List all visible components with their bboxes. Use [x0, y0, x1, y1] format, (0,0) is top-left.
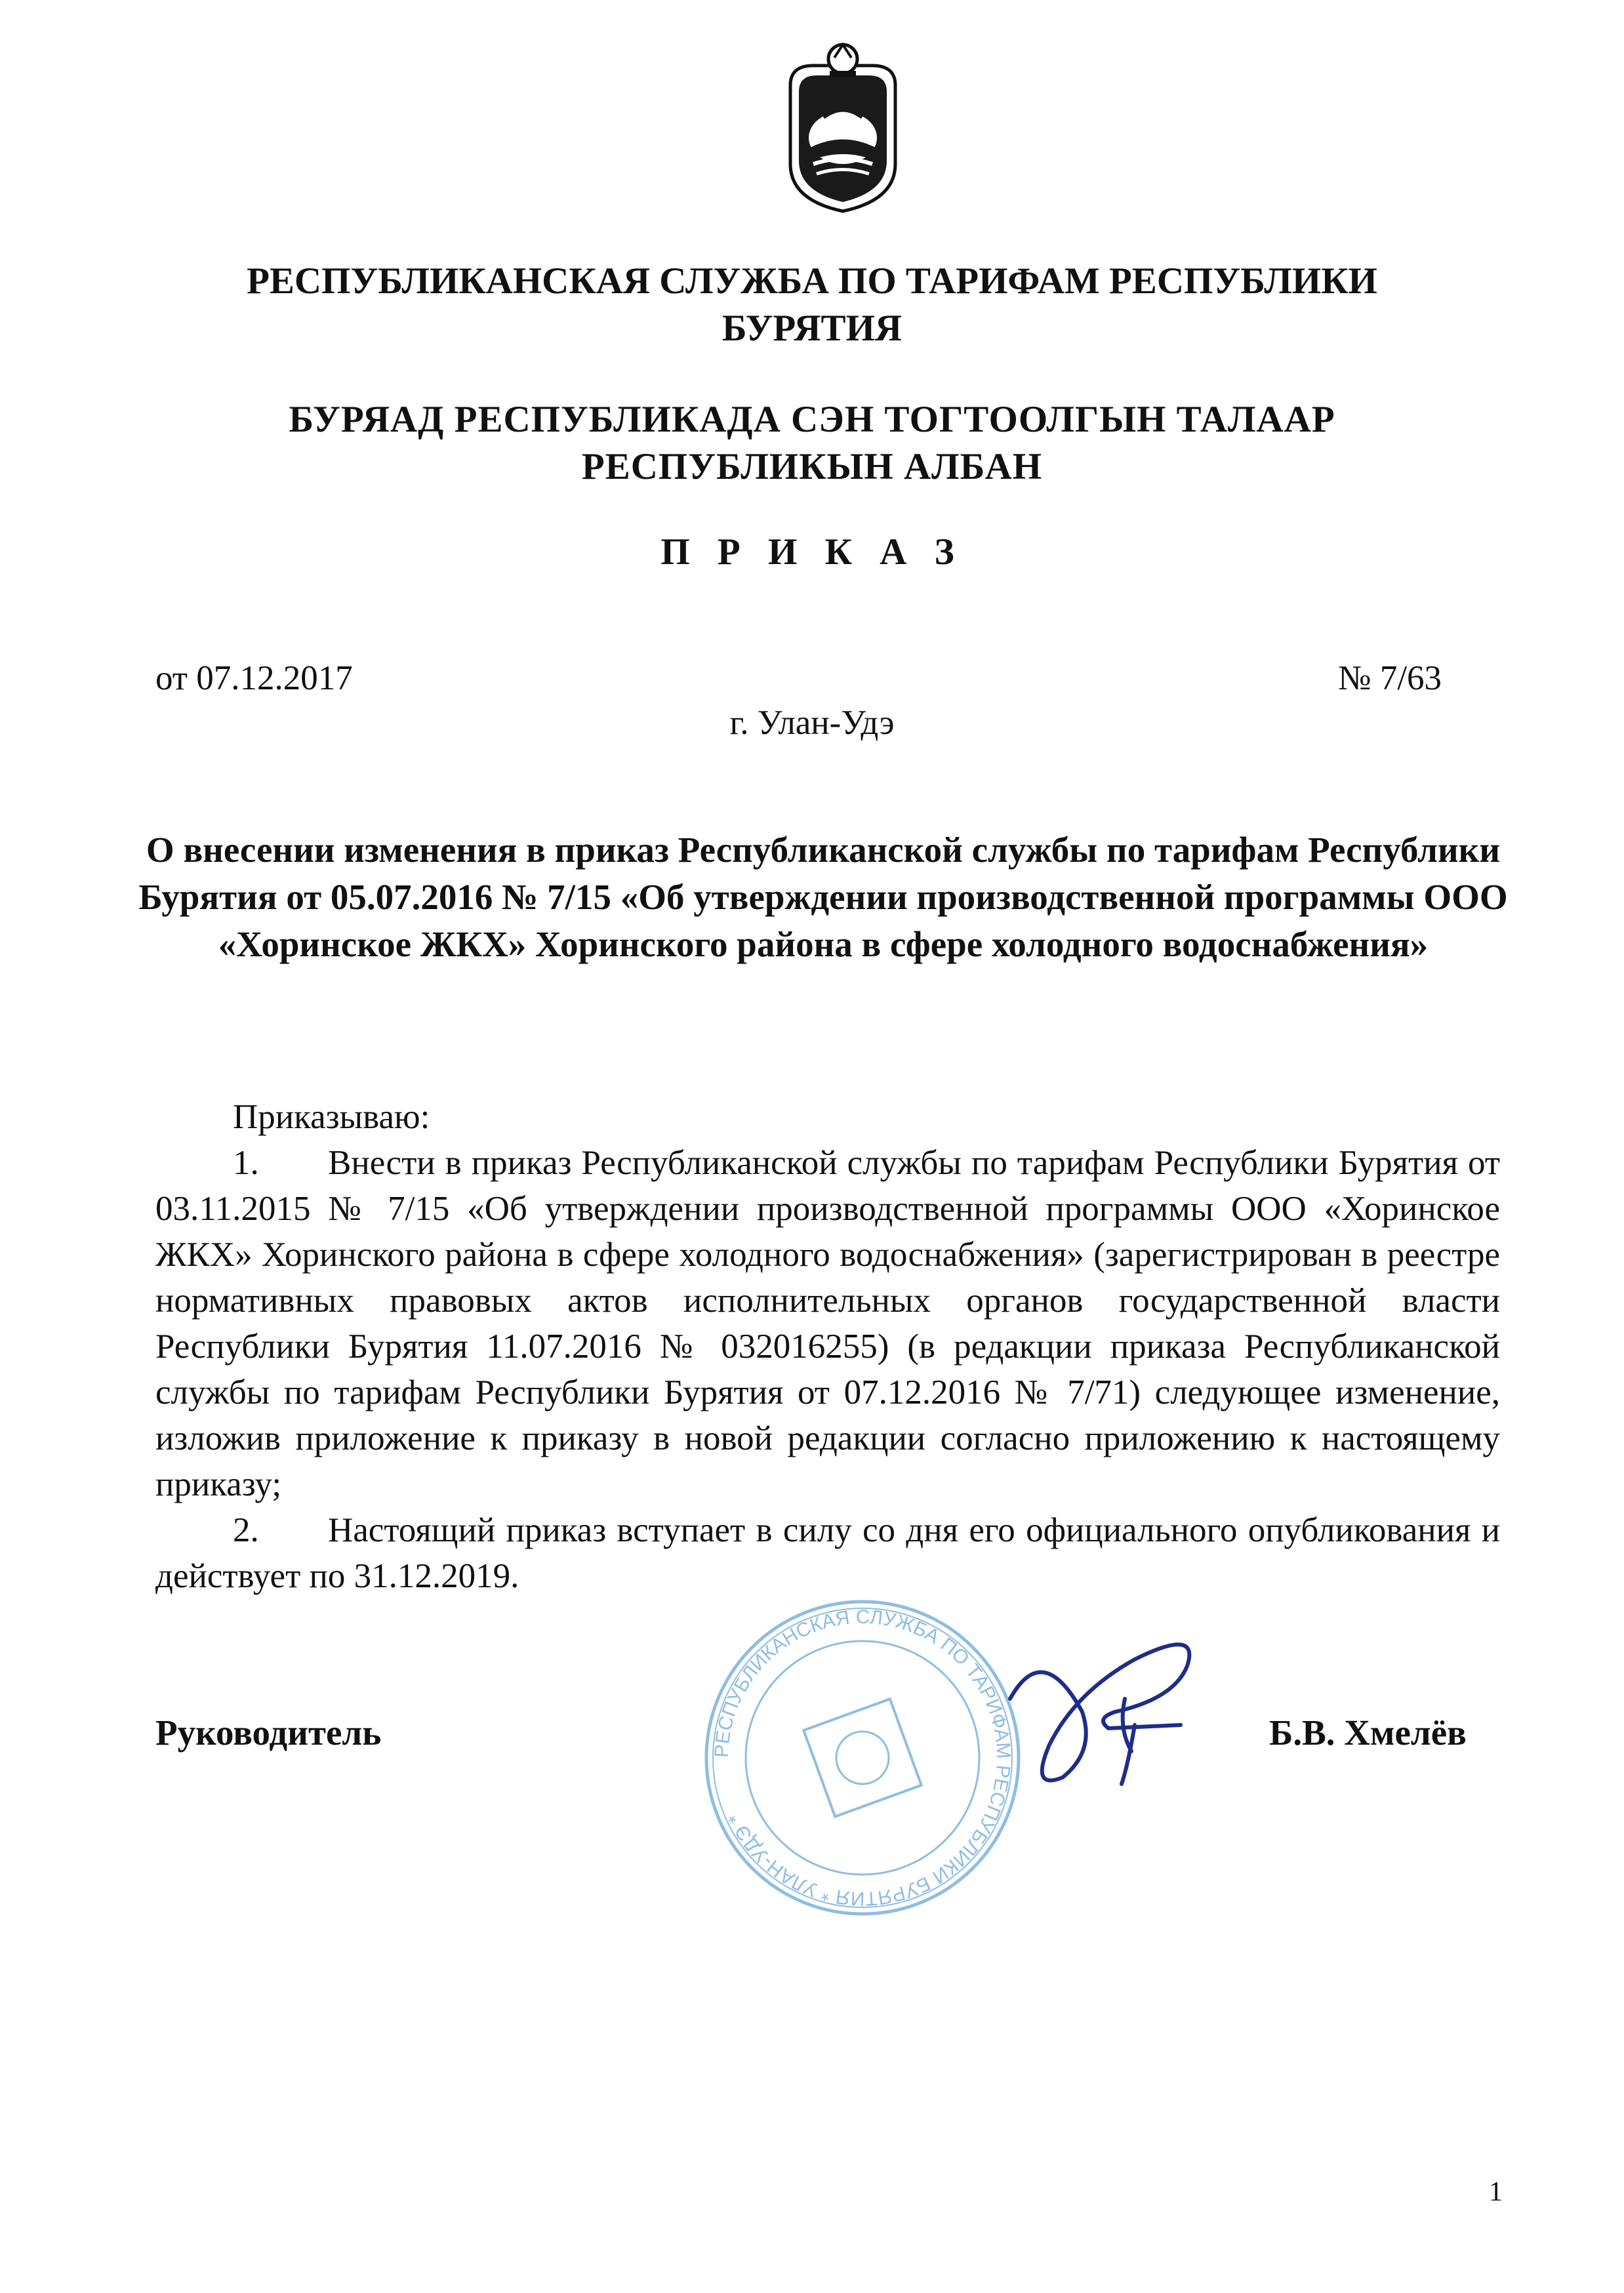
organization-name-russian: РЕСПУБЛИКАНСКАЯ СЛУЖБА ПО ТАРИФАМ РЕСПУБЛИКИ БУРЯТИЯ: [247, 260, 1377, 349]
coat-of-arms-emblem: [774, 39, 912, 216]
page-number: 1: [1489, 2177, 1503, 2207]
official-stamp: [702, 1597, 1023, 1918]
order-date: от 07.12.2017: [155, 659, 353, 697]
order-city: г. Улан-Удэ: [729, 704, 895, 742]
order-item-text: Внести в приказ Республиканской службы по тарифам Республики Бурятия от 03.11.2015 № 7/15 «Об утверждении производственной программы ООО «Хоринское ЖКХ» Хоринского района в сфере холодного водоснабжения» (зарегистрирован в реестре нормативных правовых актов исполнительных органов государственной власти Республики Бурятия 11.07.2016 № 032016255) (в редакции приказа Республиканской службы по тарифам Республики Бурятия от 07.12.2016 № 7/71) следующее изменение, изложив приложение к приказу в новой редакции согласно приложению к настоящему приказу;: [155, 1144, 1500, 1503]
signatory-title: Руководитель: [155, 1713, 382, 1753]
handwritten-signature: [984, 1613, 1259, 1810]
order-item-1: [155, 1140, 1500, 1507]
document-type-title: П Р И К А З: [660, 531, 964, 573]
signatory-name: Б.В. Хмелёв: [1269, 1713, 1467, 1753]
order-item-number: 2.: [233, 1511, 259, 1549]
order-item-2: [155, 1507, 1500, 1599]
order-item-text: Настоящий приказ вступает в силу со дня его официального опубликования и действует по 31.12.2019.: [155, 1511, 1500, 1595]
stamp-text: РЕСПУБЛИКАНСКАЯ СЛУЖБА ПО ТАРИФАМ РЕСПУБЛИКИ БУРЯТИЯ * УЛАН-УДЭ *: [710, 1606, 1015, 1910]
order-subject: О внесении изменения в приказ Республиканской службы по тарифам Республики Бурятия от 05.07.2016 № 7/15 «Об утверждении производственной программы ООО «Хоринское ЖКХ» Хоринского района в сфере холодного водоснабжения»: [138, 830, 1508, 964]
order-item-number: 1.: [233, 1144, 259, 1182]
organization-name-buryat: БУРЯАД РЕСПУБЛИКАДА СЭН ТОГТООЛГЫН ТАЛААР РЕСПУБЛИКЫН АЛБАН: [289, 399, 1335, 487]
order-number: № 7/63: [1338, 659, 1442, 697]
order-intro: Приказываю:: [233, 1098, 430, 1136]
order-body: [155, 1094, 1500, 1599]
